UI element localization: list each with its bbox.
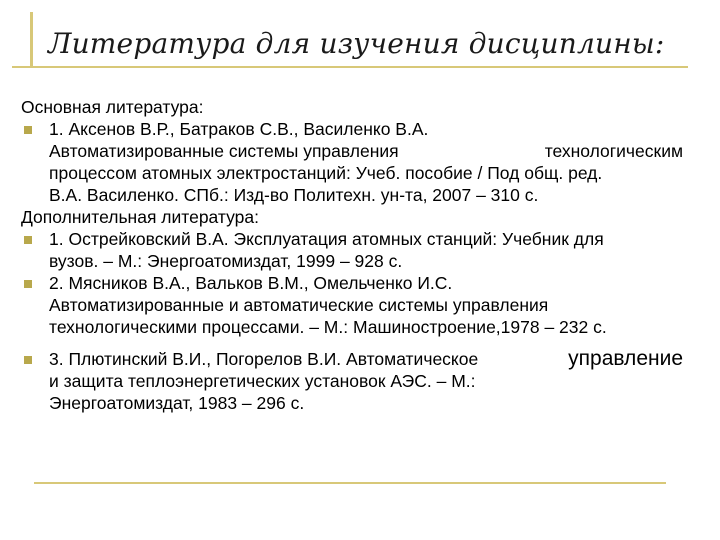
title-accent-line-vertical — [30, 12, 33, 66]
slide-content — [21, 96, 696, 414]
additional-literature-item-2: 2. Мясников В.А., Вальков В.М., Омельченко И.С. Автоматизированные и автоматические системы управления технологическими процессами. – М.: Машиностроение,1978 – 232 с. — [21, 272, 696, 338]
footer-line — [34, 482, 666, 484]
slide-title: Литература для изучения дисциплины: — [48, 27, 665, 60]
square-bullet-icon — [24, 126, 32, 134]
additional-literature-heading: Дополнительная литература: — [21, 207, 260, 227]
main-literature-item-1: 1. Аксенов В.Р., Батраков С.В., Василенко В.А. Автоматизированные системы управления технологическим процессом атомных электростанций: Учеб. пособие / Под общ. ред. В.А. Василенко. СПб.: Изд-во Политехн. ун-та, 2007 – 310 с. — [21, 118, 696, 206]
title-underline — [12, 66, 688, 68]
additional-literature-item-3: 3. Плютинский В.И., Погорелов В.И. Автоматическое управление и защита теплоэнергетических установок АЭС. – М.: Энергоатомиздат, 1983 – 296 с. — [21, 348, 696, 414]
square-bullet-icon — [24, 280, 32, 288]
main-literature-heading: Основная литература: — [21, 97, 204, 117]
square-bullet-icon — [24, 356, 32, 364]
additional-literature-item-1: 1. Острейковский В.А. Эксплуатация атомных станций: Учебник для вузов. – М.: Энергоатомиздат, 1999 – 928 с. — [21, 228, 696, 272]
square-bullet-icon — [24, 236, 32, 244]
